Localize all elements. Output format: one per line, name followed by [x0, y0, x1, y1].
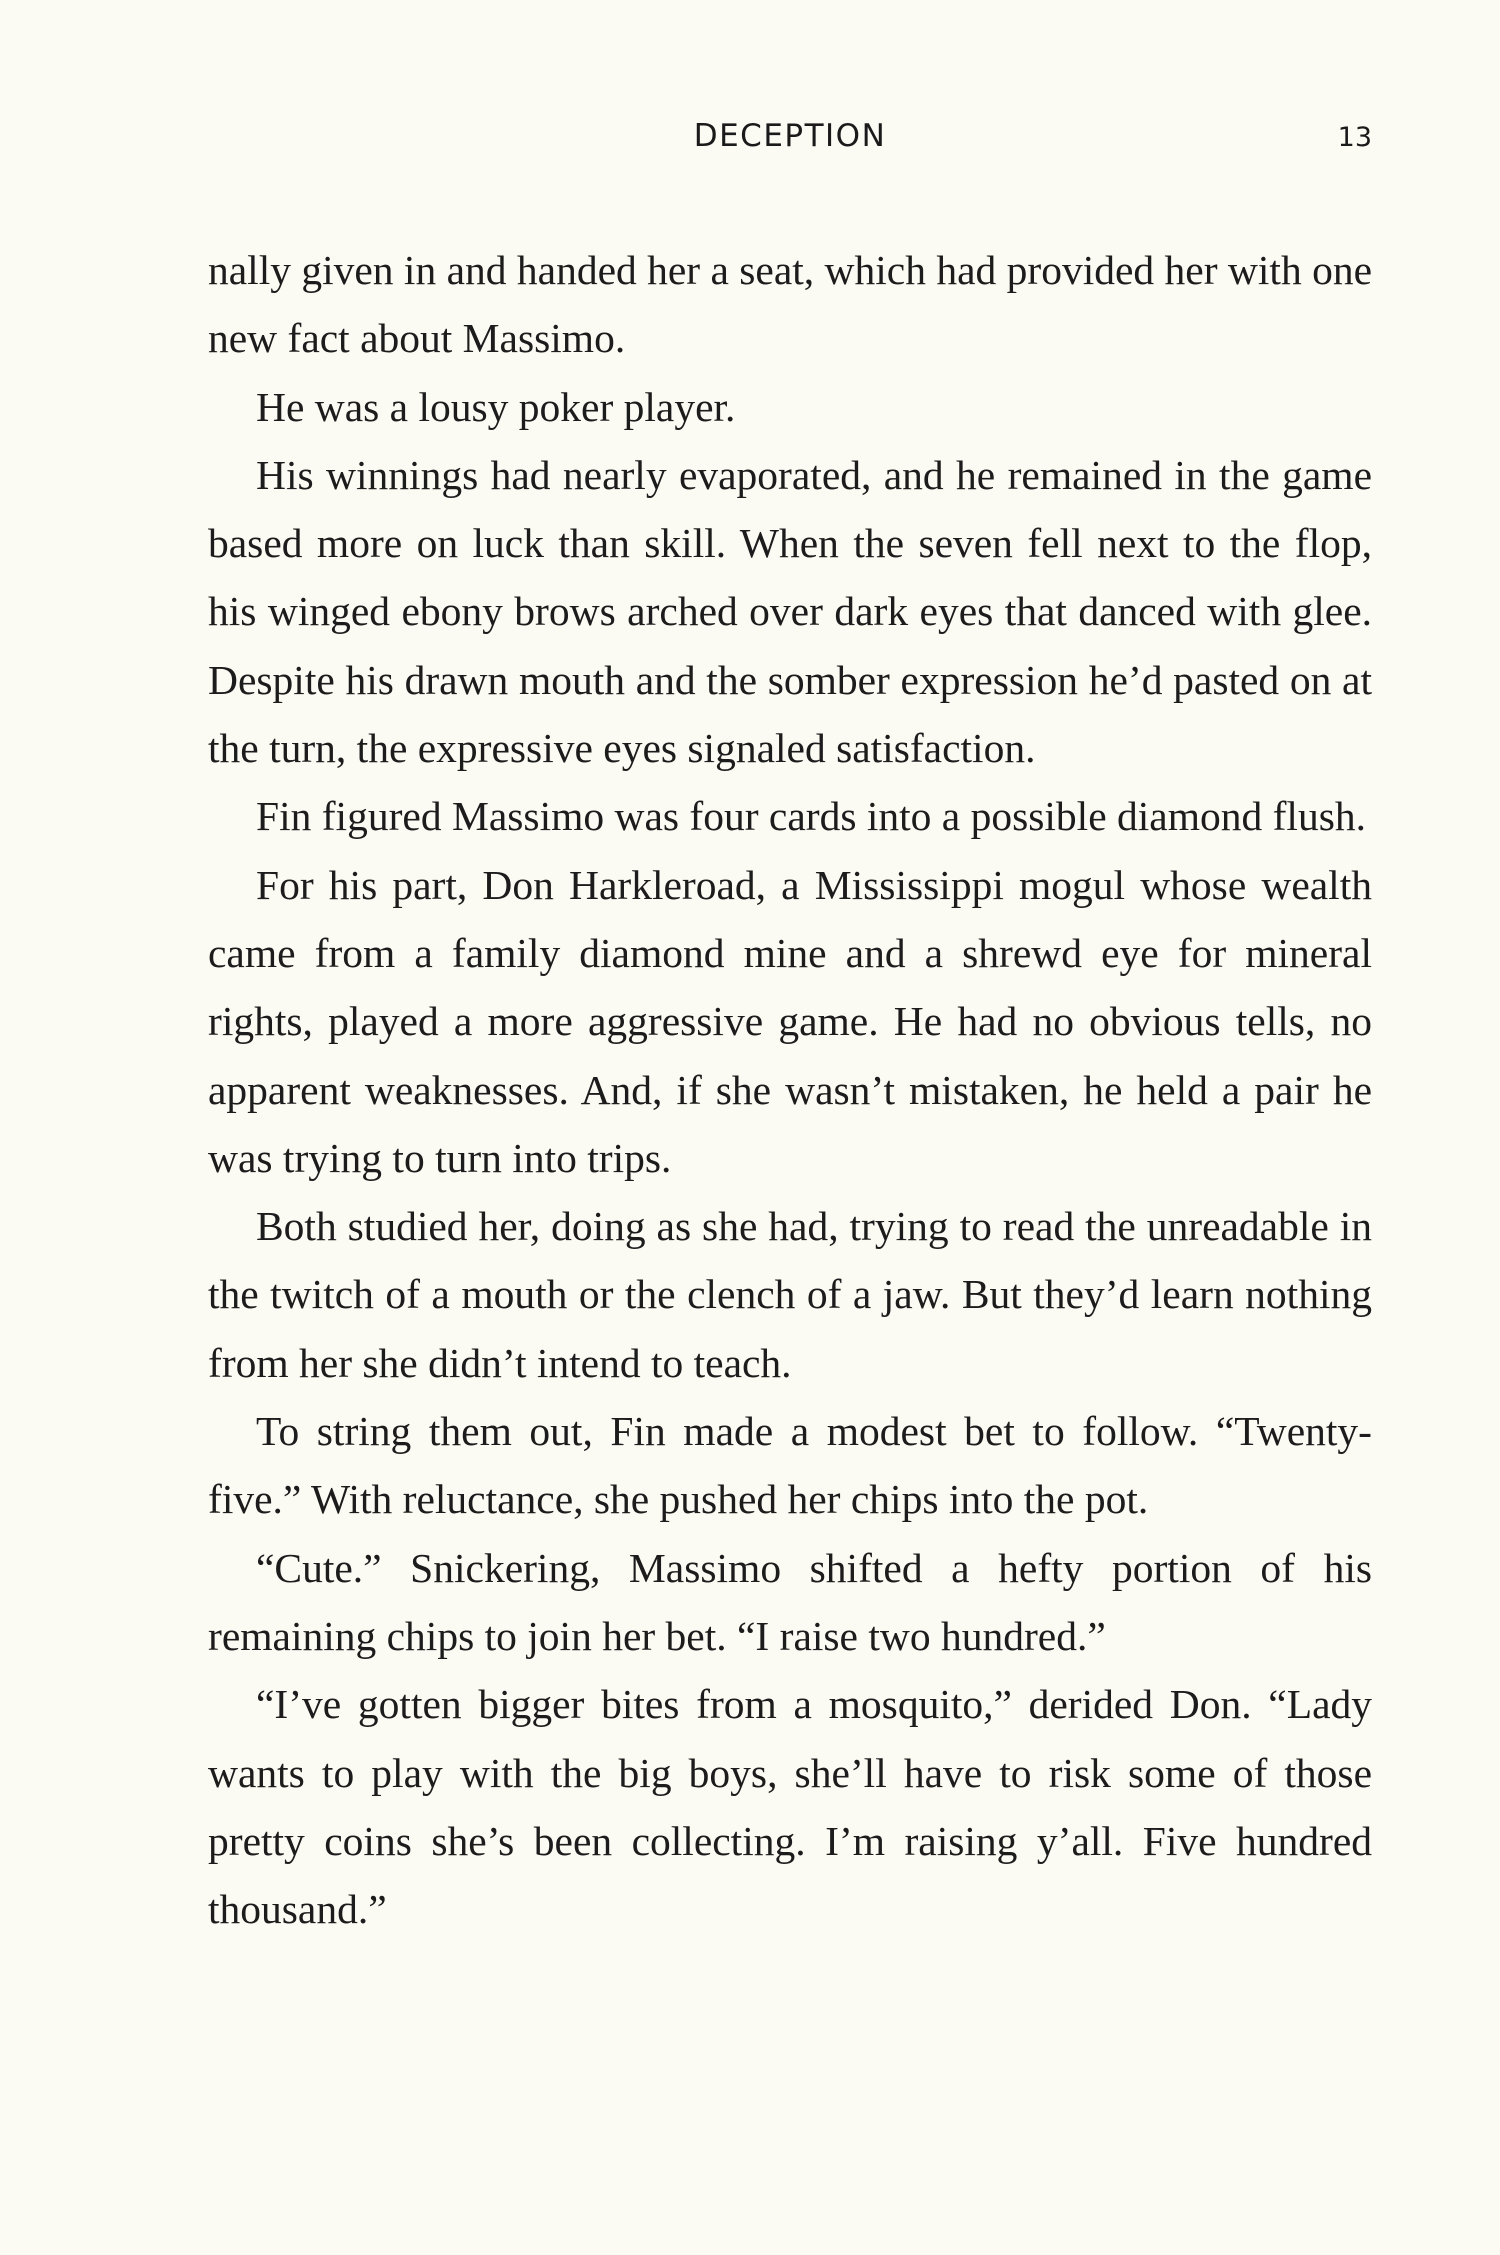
paragraph: Fin figured Massimo was four cards into a possible diamond flush.	[256, 793, 1366, 840]
running-title: DECEPTION	[693, 118, 887, 154]
body-text	[208, 236, 1372, 1943]
paragraph: For his part, Don Harkleroad, a Mississippi mogul whose wealth came from a family diamond mine and a shrewd eye for mineral rights, played a more aggressive game. He had no obvious tells, no apparent weaknesses. And, if she wasn’t mistaken, he held a pair he was trying to turn into trips.	[208, 861, 1372, 1181]
page-number: 13	[1337, 122, 1372, 153]
paragraph: “I’ve gotten bigger bites from a mosquito,” derided Don. “Lady wants to play with the big boys, she’ll have to risk some of those pretty coins she’s been collecting. I’m raising y’all. Five hundred thousand.”	[208, 1681, 1372, 1933]
running-head	[208, 118, 1372, 168]
paragraph: He was a lousy poker player.	[256, 383, 736, 430]
paragraph: “Cute.” Snickering, Massimo shifted a hefty portion of his remaining chips to join her bet. “I raise two hundred.”	[208, 1544, 1372, 1659]
paragraph: His winnings had nearly evaporated, and he remained in the game based more on luck than skill. When the seven fell next to the flop, his winged ebony brows arched over dark eyes that danced with glee. Despite his drawn mouth and the somber expression he’d pasted on at the turn, the expressive eyes signaled satisfaction.	[208, 451, 1372, 772]
paragraph: Both studied her, doing as she had, trying to read the unreadable in the twitch of a mouth or the clench of a jaw. But they’d learn nothing from her she didn’t intend to teach.	[208, 1203, 1372, 1386]
paragraph: To string them out, Fin made a modest bet to follow. “Twenty-five.” With reluctance, she pushed her chips into the pot.	[208, 1408, 1372, 1523]
paragraph-continued: nally given in and handed her a seat, which had provided her with one new fact about Massimo.	[208, 247, 1372, 362]
